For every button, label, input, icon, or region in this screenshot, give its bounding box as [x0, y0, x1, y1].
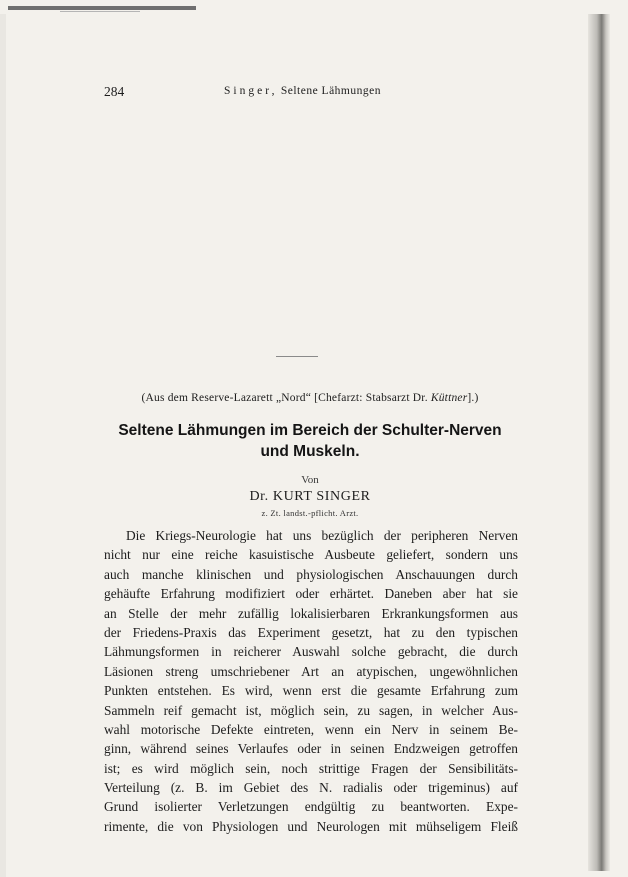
body-line: wahl motorische Defekte eintreten, wenn ein Nerv in seinem Be-: [104, 721, 518, 737]
running-head-author: Singer,: [224, 85, 278, 97]
affiliation-suffix: ].): [467, 392, 479, 404]
body-line: an Stelle der mehr zufällig lokalisierbaren Erkrankungsformen aus: [104, 605, 518, 621]
running-title: [224, 85, 381, 97]
body-paragraph: [104, 526, 518, 836]
body-line: Punkten entstehen. Es wird, wenn erst die gesamte Erfahrung zum: [104, 683, 518, 699]
body-line: der Friedens-Praxis das Experiment gesetzt, hat zu den typischen: [104, 624, 518, 640]
body-line: gehäufte Erfahrung modifiziert oder erhärtet. Daneben aber hat sie: [104, 586, 518, 602]
body-line: Läsionen streng umschriebener Art an atypischen, ungewöhnlichen: [104, 663, 518, 679]
article-title-line-2: und Muskeln.: [260, 443, 360, 460]
body-line: auch manche klinischen und physiologischen Anschauungen durch: [104, 566, 518, 582]
section-separator-rule: [276, 356, 318, 357]
running-head: [104, 84, 524, 104]
body-line: Die Kriegs-Neurologie hat uns bezüglich der peripheren Nerven: [126, 528, 518, 543]
body-line: Grund isolierter Verletzungen endgültig zu beantworten. Expe-: [104, 799, 518, 815]
article-title: [100, 420, 520, 462]
body-line: Lähmungsformen in reicherer Auswahl solche gebracht, die durch: [104, 644, 518, 660]
body-line: Verteilung (z. B. im Gebiet des N. radialis oder trigeminus) auf: [104, 780, 518, 796]
affiliation-name: Küttner: [430, 392, 468, 404]
affiliation-prefix: (Aus dem Reserve-Lazarett „Nord“ [Chefarzt: Stabsarzt Dr.: [141, 392, 428, 404]
body-line: nicht nur eine reiche kasuistische Ausbeute geliefert, sondern uns: [104, 547, 518, 563]
affiliation-line: [100, 392, 520, 404]
author-name: Dr. KURT SINGER: [249, 489, 371, 504]
body-line: rimente, die von Physiologen und Neurologen mit mühseligem Fleiß: [104, 818, 518, 834]
author-role: z. Zt. landst.-pflicht. Arzt.: [261, 508, 359, 518]
body-line: ginn, während seines Verlaufes oder in seinen Endzweigen getroffen: [104, 741, 518, 757]
page-number: 284: [104, 84, 125, 99]
byline-von: Von: [301, 474, 319, 486]
body-line: Sammeln reif gemacht ist, möglich sein, zu sagen, in welcher Aus-: [104, 702, 518, 718]
body-line: ist; es wird möglich sein, noch strittige Fragen der Sensibilitäts-: [104, 760, 518, 776]
article-title-line-1: Seltene Lähmungen im Bereich der Schulter-Nerven: [118, 422, 502, 439]
running-head-title: Seltene Lähmungen: [280, 85, 381, 97]
